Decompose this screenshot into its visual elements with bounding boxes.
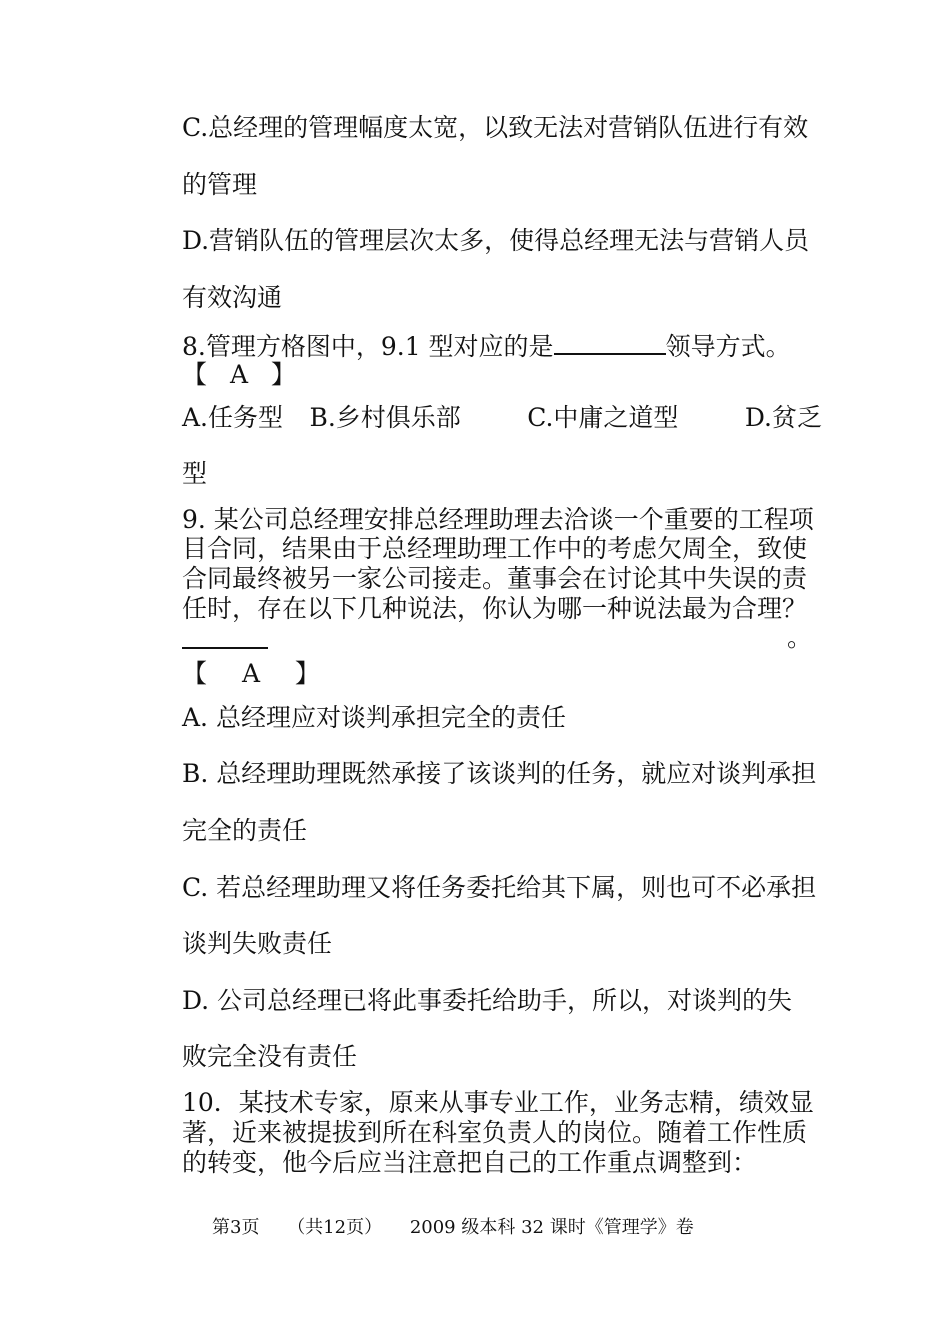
q10-stem-line3: 的转变，他今后应当注意把自己的工作重点调整到： <box>182 1148 758 1177</box>
q9-blank-line: 。 <box>182 623 822 653</box>
q8-answer-bracket: 【 A 】 <box>182 360 296 389</box>
q9-option-d-line2: 败完全没有责任 <box>182 1042 358 1071</box>
q9-option-d-line1: D. 公司总经理已将此事委托给助手，所以，对谈判的失 <box>182 986 793 1015</box>
q9-stem-line2: 目合同，结果由于总经理助理工作中的考虑欠周全，致使 <box>182 534 808 563</box>
page-footer <box>212 1216 716 1240</box>
q8-options <box>182 403 822 433</box>
q9-option-b-line2: 完全的责任 <box>182 816 308 845</box>
q9-option-b-line1: B. 总经理助理既然承接了该谈判的任务，就应对谈判承担 <box>182 759 817 788</box>
q9-stem-line3: 合同最终被另一家公司接走。董事会在讨论其中失误的责 <box>182 564 808 593</box>
footer-total-pages: （共12页） <box>287 1217 383 1238</box>
q9-answer-bracket: 【 A 】 <box>182 659 320 688</box>
q9-answer-blank <box>182 623 268 649</box>
q9-option-c-line1: C. 若总经理助理又将任务委托给其下属，则也可不必承担 <box>182 873 817 902</box>
q9-stem-line4: 任时，存在以下几种说法，你认为哪一种说法最为合理？ <box>182 594 808 623</box>
footer-course-title: 2009 级本科 32 课时《管理学》卷 <box>409 1217 694 1238</box>
q8-option-c: C.中庸之道型 <box>527 403 679 432</box>
q9-answer: A <box>241 659 260 688</box>
q9-stem-line1: 9. 某公司总经理安排总经理助理去洽谈一个重要的工程项 <box>182 505 814 534</box>
q9-option-c-line2: 谈判失败责任 <box>182 929 333 958</box>
q7-option-d-line1: D.营销队伍的管理层次太多，使得总经理无法与营销人员 <box>182 226 810 255</box>
q8-option-a: A.任务型 <box>182 403 284 432</box>
q8-option-b: B.乡村俱乐部 <box>309 403 461 432</box>
q10-stem-line1: 10．某技术专家，原来从事专业工作，业务志精，绩效显 <box>182 1088 814 1117</box>
q8-option-d: D.贫乏 <box>744 403 822 432</box>
q8-answer: A <box>229 360 248 389</box>
q8-option-d-line2: 型 <box>182 459 208 488</box>
footer-page-number: 第3页 <box>212 1217 260 1238</box>
q8-answer-blank <box>554 329 666 355</box>
q7-option-d-line2: 有效沟通 <box>182 283 283 312</box>
q8-stem: 8.管理方格图中，9.1 型对应的是 领导方式。 <box>182 329 822 362</box>
q9-option-a: A. 总经理应对谈判承担完全的责任 <box>182 703 566 732</box>
q7-option-c-line1: C.总经理的管理幅度太宽，以致无法对营销队伍进行有效 <box>182 113 809 142</box>
q7-option-c-line2: 的管理 <box>182 170 258 199</box>
q10-stem-line2: 著，近来被提拔到所在科室负责人的岗位。随着工作性质 <box>182 1118 808 1147</box>
